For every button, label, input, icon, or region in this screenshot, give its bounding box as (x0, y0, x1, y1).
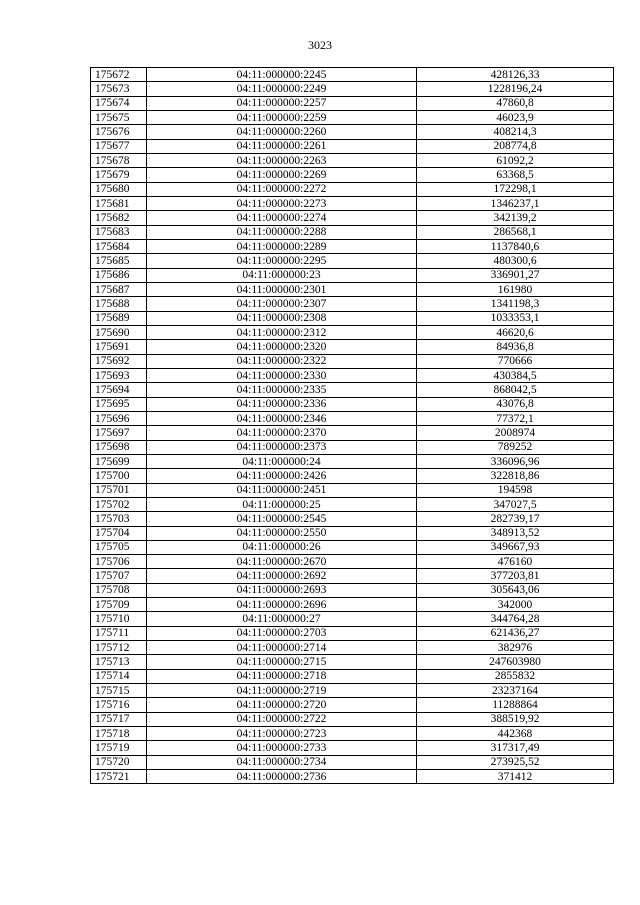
value-cell: 770666 (417, 354, 614, 368)
table-row (91, 512, 614, 526)
table-row (91, 383, 614, 397)
value-cell: 428126,33 (417, 68, 614, 82)
row-number-cell: 175687 (91, 282, 147, 296)
table-row (91, 655, 614, 669)
value-cell: 1341198,3 (417, 297, 614, 311)
value-cell: 172298,1 (417, 182, 614, 196)
table-row (91, 469, 614, 483)
value-cell: 344764,28 (417, 612, 614, 626)
cadastral-number-cell: 04:11:000000:2718 (147, 669, 417, 683)
row-number-cell: 175720 (91, 755, 147, 769)
cadastral-number-cell: 04:11:000000:2696 (147, 598, 417, 612)
value-cell: 247603980 (417, 655, 614, 669)
cadastral-number-cell: 04:11:000000:2259 (147, 110, 417, 124)
cadastral-number-cell: 04:11:000000:2272 (147, 182, 417, 196)
value-cell: 388519,92 (417, 712, 614, 726)
table-row (91, 684, 614, 698)
cadastral-number-cell: 04:11:000000:2451 (147, 483, 417, 497)
cadastral-number-cell: 04:11:000000:2274 (147, 211, 417, 225)
cadastral-number-cell: 04:11:000000:2722 (147, 712, 417, 726)
cadastral-number-cell: 04:11:000000:2301 (147, 282, 417, 296)
cadastral-number-cell: 04:11:000000:2550 (147, 526, 417, 540)
row-number-cell: 175684 (91, 239, 147, 253)
table-row (91, 669, 614, 683)
cadastral-number-cell: 04:11:000000:2692 (147, 569, 417, 583)
cadastral-number-cell: 04:11:000000:2426 (147, 469, 417, 483)
row-number-cell: 175698 (91, 440, 147, 454)
table-row (91, 196, 614, 210)
row-number-cell: 175673 (91, 82, 147, 96)
table-row (91, 411, 614, 425)
value-cell: 46023,9 (417, 110, 614, 124)
cadastral-number-cell: 04:11:000000:2245 (147, 68, 417, 82)
table-row (91, 110, 614, 124)
row-number-cell: 175691 (91, 340, 147, 354)
value-cell: 11288864 (417, 698, 614, 712)
row-number-cell: 175715 (91, 684, 147, 698)
cadastral-number-cell: 04:11:000000:2273 (147, 196, 417, 210)
cadastral-number-cell: 04:11:000000:2320 (147, 340, 417, 354)
row-number-cell: 175685 (91, 254, 147, 268)
value-cell: 476160 (417, 555, 614, 569)
row-number-cell: 175713 (91, 655, 147, 669)
row-number-cell: 175689 (91, 311, 147, 325)
row-number-cell: 175675 (91, 110, 147, 124)
table-row (91, 497, 614, 511)
table-row (91, 153, 614, 167)
row-number-cell: 175677 (91, 139, 147, 153)
cadastral-number-cell: 04:11:000000:2308 (147, 311, 417, 325)
table-row (91, 340, 614, 354)
table-row (91, 354, 614, 368)
value-cell: 194598 (417, 483, 614, 497)
cadastral-number-cell: 04:11:000000:24 (147, 454, 417, 468)
value-cell: 408214,3 (417, 125, 614, 139)
cadastral-number-cell: 04:11:000000:2723 (147, 727, 417, 741)
table-row (91, 125, 614, 139)
cadastral-number-cell: 04:11:000000:2733 (147, 741, 417, 755)
table-row (91, 325, 614, 339)
value-cell: 371412 (417, 770, 614, 784)
cadastral-number-cell: 04:11:000000:2249 (147, 82, 417, 96)
value-cell: 282739,17 (417, 512, 614, 526)
cadastral-number-cell: 04:11:000000:2260 (147, 125, 417, 139)
table-row (91, 583, 614, 597)
table-row (91, 454, 614, 468)
row-number-cell: 175711 (91, 626, 147, 640)
row-number-cell: 175672 (91, 68, 147, 82)
value-cell: 348913,52 (417, 526, 614, 540)
cadastral-number-cell: 04:11:000000:2720 (147, 698, 417, 712)
row-number-cell: 175703 (91, 512, 147, 526)
cadastral-number-cell: 04:11:000000:25 (147, 497, 417, 511)
row-number-cell: 175692 (91, 354, 147, 368)
table-row (91, 612, 614, 626)
cadastral-number-cell: 04:11:000000:2714 (147, 641, 417, 655)
value-cell: 336901,27 (417, 268, 614, 282)
cadastral-number-cell: 04:11:000000:2715 (147, 655, 417, 669)
table-row (91, 741, 614, 755)
cadastral-number-cell: 04:11:000000:2269 (147, 168, 417, 182)
value-cell: 61092,2 (417, 153, 614, 167)
cadastral-number-cell: 04:11:000000:2322 (147, 354, 417, 368)
table-row (91, 397, 614, 411)
value-cell: 342139,2 (417, 211, 614, 225)
table-row (91, 368, 614, 382)
value-cell: 377203,81 (417, 569, 614, 583)
table-row (91, 182, 614, 196)
value-cell: 286568,1 (417, 225, 614, 239)
value-cell: 2008974 (417, 426, 614, 440)
table-row (91, 483, 614, 497)
row-number-cell: 175705 (91, 540, 147, 554)
value-cell: 1033353,1 (417, 311, 614, 325)
value-cell: 77372,1 (417, 411, 614, 425)
row-number-cell: 175683 (91, 225, 147, 239)
row-number-cell: 175717 (91, 712, 147, 726)
table-row (91, 139, 614, 153)
table-row (91, 426, 614, 440)
row-number-cell: 175704 (91, 526, 147, 540)
table-row (91, 297, 614, 311)
value-cell: 430384,5 (417, 368, 614, 382)
value-cell: 305643,06 (417, 583, 614, 597)
row-number-cell: 175707 (91, 569, 147, 583)
row-number-cell: 175706 (91, 555, 147, 569)
row-number-cell: 175695 (91, 397, 147, 411)
row-number-cell: 175716 (91, 698, 147, 712)
cadastral-number-cell: 04:11:000000:2263 (147, 153, 417, 167)
table-row (91, 526, 614, 540)
value-cell: 868042,5 (417, 383, 614, 397)
table-row (91, 68, 614, 82)
value-cell: 480300,6 (417, 254, 614, 268)
table-row (91, 282, 614, 296)
cadastral-number-cell: 04:11:000000:23 (147, 268, 417, 282)
value-cell: 46620,6 (417, 325, 614, 339)
row-number-cell: 175681 (91, 196, 147, 210)
value-cell: 273925,52 (417, 755, 614, 769)
row-number-cell: 175712 (91, 641, 147, 655)
table-row (91, 755, 614, 769)
row-number-cell: 175690 (91, 325, 147, 339)
cadastral-number-cell: 04:11:000000:2330 (147, 368, 417, 382)
cadastral-number-cell: 04:11:000000:2719 (147, 684, 417, 698)
row-number-cell: 175682 (91, 211, 147, 225)
value-cell: 1228196,24 (417, 82, 614, 96)
cadastral-number-cell: 04:11:000000:2312 (147, 325, 417, 339)
row-number-cell: 175699 (91, 454, 147, 468)
cadastral-table (90, 67, 614, 784)
value-cell: 621436,27 (417, 626, 614, 640)
value-cell: 789252 (417, 440, 614, 454)
table-row (91, 555, 614, 569)
row-number-cell: 175680 (91, 182, 147, 196)
cadastral-number-cell: 04:11:000000:2289 (147, 239, 417, 253)
row-number-cell: 175697 (91, 426, 147, 440)
table-row (91, 540, 614, 554)
cadastral-number-cell: 04:11:000000:2736 (147, 770, 417, 784)
value-cell: 84936,8 (417, 340, 614, 354)
row-number-cell: 175710 (91, 612, 147, 626)
value-cell: 382976 (417, 641, 614, 655)
value-cell: 1137840,6 (417, 239, 614, 253)
value-cell: 347027,5 (417, 497, 614, 511)
cadastral-number-cell: 04:11:000000:26 (147, 540, 417, 554)
cadastral-number-cell: 04:11:000000:2346 (147, 411, 417, 425)
cadastral-number-cell: 04:11:000000:2373 (147, 440, 417, 454)
cadastral-number-cell: 04:11:000000:2307 (147, 297, 417, 311)
table-body (91, 68, 614, 784)
row-number-cell: 175702 (91, 497, 147, 511)
table-row (91, 712, 614, 726)
cadastral-number-cell: 04:11:000000:2693 (147, 583, 417, 597)
table-row (91, 770, 614, 784)
cadastral-number-cell: 04:11:000000:2295 (147, 254, 417, 268)
value-cell: 442368 (417, 727, 614, 741)
cadastral-number-cell: 04:11:000000:2335 (147, 383, 417, 397)
row-number-cell: 175708 (91, 583, 147, 597)
page-number: 3023 (308, 38, 332, 52)
table-row (91, 239, 614, 253)
table-row (91, 727, 614, 741)
value-cell: 47860,8 (417, 96, 614, 110)
row-number-cell: 175674 (91, 96, 147, 110)
table-row (91, 569, 614, 583)
cadastral-number-cell: 04:11:000000:2336 (147, 397, 417, 411)
row-number-cell: 175696 (91, 411, 147, 425)
table-row (91, 82, 614, 96)
value-cell: 1346237,1 (417, 196, 614, 210)
value-cell: 336096,96 (417, 454, 614, 468)
table-row (91, 311, 614, 325)
table-row (91, 598, 614, 612)
row-number-cell: 175709 (91, 598, 147, 612)
row-number-cell: 175679 (91, 168, 147, 182)
value-cell: 208774,8 (417, 139, 614, 153)
value-cell: 322818,86 (417, 469, 614, 483)
cadastral-number-cell: 04:11:000000:2734 (147, 755, 417, 769)
value-cell: 161980 (417, 282, 614, 296)
table-row (91, 225, 614, 239)
row-number-cell: 175676 (91, 125, 147, 139)
cadastral-number-cell: 04:11:000000:2261 (147, 139, 417, 153)
table-row (91, 96, 614, 110)
cadastral-number-cell: 04:11:000000:2545 (147, 512, 417, 526)
cadastral-number-cell: 04:11:000000:2257 (147, 96, 417, 110)
row-number-cell: 175700 (91, 469, 147, 483)
row-number-cell: 175688 (91, 297, 147, 311)
row-number-cell: 175718 (91, 727, 147, 741)
row-number-cell: 175678 (91, 153, 147, 167)
table-row (91, 168, 614, 182)
row-number-cell: 175701 (91, 483, 147, 497)
row-number-cell: 175721 (91, 770, 147, 784)
value-cell: 342000 (417, 598, 614, 612)
table-row (91, 440, 614, 454)
table-row (91, 641, 614, 655)
table-row (91, 698, 614, 712)
table-row (91, 268, 614, 282)
row-number-cell: 175686 (91, 268, 147, 282)
cadastral-number-cell: 04:11:000000:2370 (147, 426, 417, 440)
cadastral-number-cell: 04:11:000000:2703 (147, 626, 417, 640)
cadastral-number-cell: 04:11:000000:27 (147, 612, 417, 626)
table-row (91, 211, 614, 225)
value-cell: 43076,8 (417, 397, 614, 411)
value-cell: 349667,93 (417, 540, 614, 554)
row-number-cell: 175694 (91, 383, 147, 397)
table-row (91, 626, 614, 640)
row-number-cell: 175719 (91, 741, 147, 755)
cadastral-number-cell: 04:11:000000:2288 (147, 225, 417, 239)
row-number-cell: 175693 (91, 368, 147, 382)
value-cell: 317317,49 (417, 741, 614, 755)
row-number-cell: 175714 (91, 669, 147, 683)
table-row (91, 254, 614, 268)
value-cell: 63368,5 (417, 168, 614, 182)
cadastral-number-cell: 04:11:000000:2670 (147, 555, 417, 569)
value-cell: 2855832 (417, 669, 614, 683)
value-cell: 23237164 (417, 684, 614, 698)
